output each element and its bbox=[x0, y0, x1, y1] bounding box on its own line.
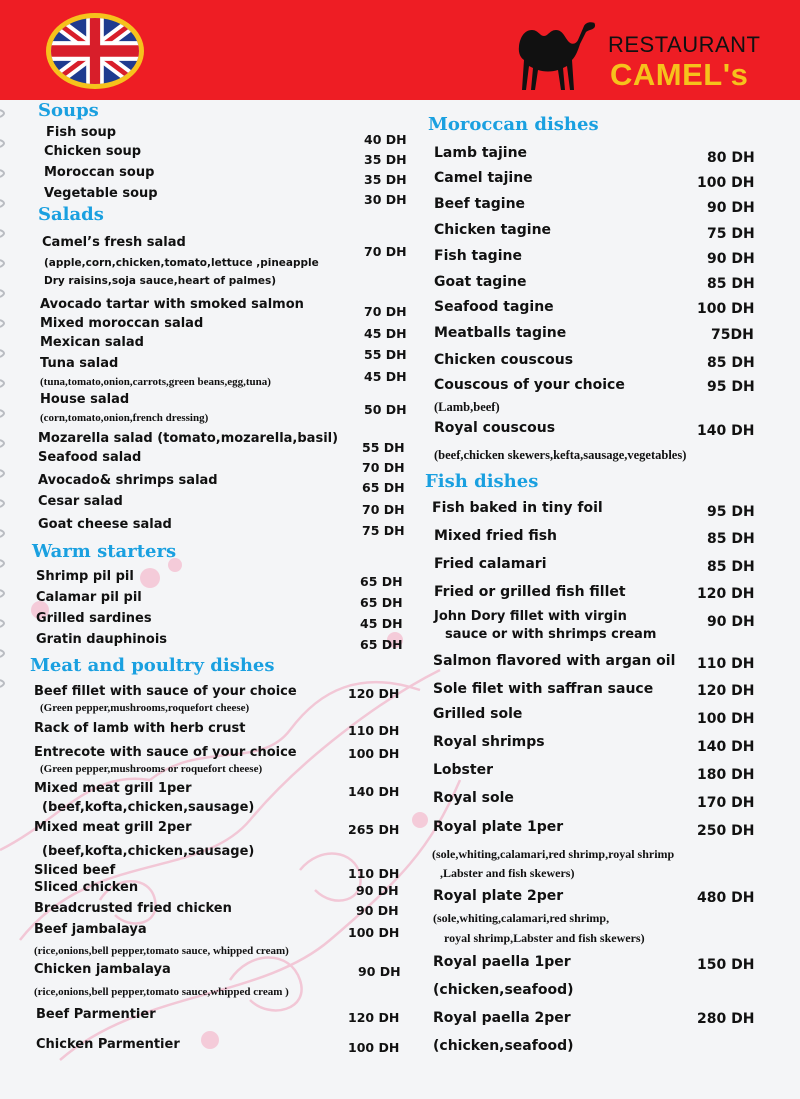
menu-item-name: Goat tagine bbox=[434, 274, 527, 290]
menu-item-name: Moroccan soup bbox=[44, 165, 155, 180]
menu-item-price: 170 DH bbox=[697, 795, 755, 811]
menu-item-price: 120 DH bbox=[697, 586, 755, 602]
menu-item-price: 50 DH bbox=[364, 402, 407, 417]
menu-item-name: Shrimp pil pil bbox=[36, 569, 134, 584]
menu-item-name: Lobster bbox=[433, 762, 493, 778]
menu-item-name: Grilled sardines bbox=[36, 611, 152, 626]
menu-item-price: 100 DH bbox=[348, 925, 400, 940]
menu-item-description: (chicken,seafood) bbox=[433, 982, 574, 998]
menu-item-name: Camel tajine bbox=[434, 170, 533, 186]
menu-item-price: 85 DH bbox=[707, 531, 755, 547]
menu-item-price: 90 DH bbox=[356, 883, 399, 898]
menu-item-price: 65 DH bbox=[360, 574, 403, 589]
menu-item-price: 55 DH bbox=[362, 440, 405, 455]
menu-item-price: 120 DH bbox=[348, 1010, 400, 1025]
menu-item-name: Royal couscous bbox=[434, 420, 556, 436]
menu-item-price: 70 DH bbox=[362, 460, 405, 475]
menu-item-name: Sole filet with saffran sauce bbox=[433, 681, 654, 697]
menu-item-name: Fish tagine bbox=[434, 248, 522, 264]
menu-item-name: Vegetable soup bbox=[44, 186, 158, 201]
menu-item-price: 40 DH bbox=[364, 132, 407, 147]
menu-item-price: 280 DH bbox=[697, 1011, 755, 1027]
menu-item-description: (rice,onions,bell pepper,tomato sauce, whipped cream) bbox=[34, 945, 289, 957]
menu-item-price: 75 DH bbox=[707, 226, 755, 242]
menu-item-name: Chicken jambalaya bbox=[34, 962, 171, 977]
menu-item-name: John Dory fillet with virgin bbox=[434, 609, 627, 624]
menu-item-price: 55 DH bbox=[364, 347, 407, 362]
menu-item-price: 100 DH bbox=[348, 1040, 400, 1055]
menu-item-price: 110 DH bbox=[348, 866, 400, 881]
menu-item-price: 100 DH bbox=[697, 301, 755, 317]
menu-item-price: 150 DH bbox=[697, 957, 755, 973]
menu-item-price: 65 DH bbox=[362, 480, 405, 495]
menu-item-name: Fried calamari bbox=[434, 556, 547, 572]
menu-item-name: Couscous of your choice bbox=[434, 377, 625, 393]
section-title-moroccan-dishes: Moroccan dishes bbox=[428, 114, 599, 135]
menu-item-price: 65 DH bbox=[360, 595, 403, 610]
menu-item-name: Beef tagine bbox=[434, 196, 526, 212]
menu-item-description: (Green pepper,mushrooms,roquefort cheese) bbox=[40, 702, 250, 714]
menu-item-description: Dry raisins,soja sauce,heart of palmes) bbox=[44, 275, 277, 287]
menu-item-description: (Lamb,beef) bbox=[434, 400, 500, 414]
menu-item-name: Royal plate 1per bbox=[433, 819, 564, 835]
menu-item-price: 265 DH bbox=[348, 822, 400, 837]
menu-item-price: 90 DH bbox=[707, 614, 755, 630]
menu-item-price: 250 DH bbox=[697, 823, 755, 839]
menu-item-name: Rack of lamb with herb crust bbox=[34, 721, 246, 736]
menu-item-price: 100 DH bbox=[697, 711, 755, 727]
section-title-fish-dishes: Fish dishes bbox=[425, 471, 539, 492]
menu-item-name: Seafood salad bbox=[38, 450, 142, 465]
menu-item-name: Gratin dauphinois bbox=[36, 632, 168, 647]
menu-item-price: 75DH bbox=[711, 327, 754, 343]
menu-item-price: 90 DH bbox=[707, 251, 755, 267]
restaurant-label: RESTAURANT bbox=[608, 32, 761, 57]
menu-item-price: 70 DH bbox=[362, 502, 405, 517]
menu-item-price: 180 DH bbox=[697, 767, 755, 783]
menu-item-price: 70 DH bbox=[364, 304, 407, 319]
menu-item-name: Meatballs tagine bbox=[434, 325, 567, 341]
menu-item-name: Avocado tartar with smoked salmon bbox=[40, 297, 304, 312]
menu-item-price: 85 DH bbox=[707, 355, 755, 371]
menu-item-price: 70 DH bbox=[364, 244, 407, 259]
menu-item-price: 45 DH bbox=[360, 616, 403, 631]
menu-item-description: (corn,tomato,onion,french dressing) bbox=[40, 412, 209, 424]
menu-item-name: Mixed fried fish bbox=[434, 528, 558, 544]
menu-item-name: Entrecote with sauce of your choice bbox=[34, 745, 297, 760]
menu-item-price: 90 DH bbox=[356, 903, 399, 918]
menu-item-description: royal shrimp,Labster and fish skewers) bbox=[444, 931, 645, 945]
menu-item-description: (rice,onions,bell pepper,tomato sauce,whipped cream ) bbox=[34, 986, 289, 998]
menu-item-name: Beef fillet with sauce of your choice bbox=[34, 684, 297, 699]
menu-item-price: 480 DH bbox=[697, 890, 755, 906]
menu-item-name: House salad bbox=[40, 392, 130, 407]
menu-item-price: 35 DH bbox=[364, 152, 407, 167]
menu-item-name: Breadcrusted fried chicken bbox=[34, 901, 232, 916]
menu-item-description: (beef,kofta,chicken,sausage) bbox=[42, 800, 255, 815]
section-title-soups: Soups bbox=[38, 100, 99, 121]
menu-item-name: Salmon flavored with argan oil bbox=[433, 653, 676, 669]
menu-item-name: Fish baked in tiny foil bbox=[432, 500, 603, 516]
menu-item-price: 85 DH bbox=[707, 559, 755, 575]
menu-item-name: Chicken Parmentier bbox=[36, 1037, 180, 1052]
menu-item-price: 90 DH bbox=[707, 200, 755, 216]
menu-item-price: 95 DH bbox=[707, 504, 755, 520]
menu-item-name: Grilled sole bbox=[433, 706, 523, 722]
menu-item-name: Mozarella salad (tomato,mozarella,basil) bbox=[38, 431, 339, 446]
section-title-warm-starters: Warm starters bbox=[32, 541, 177, 562]
menu-item-name: Royal sole bbox=[433, 790, 514, 806]
menu-item-name: Avocado& shrimps salad bbox=[38, 473, 218, 488]
menu-item-name: Royal plate 2per bbox=[433, 888, 564, 904]
menu-item-name: Royal paella 1per bbox=[433, 954, 571, 970]
menu-item-description: (apple,corn,chicken,tomato,lettuce ,pineapple bbox=[44, 257, 319, 269]
menu-item-price: 80 DH bbox=[707, 150, 755, 166]
menu-item-name: Calamar pil pil bbox=[36, 590, 142, 605]
camel-icon bbox=[512, 14, 604, 92]
menu-item-price: 35 DH bbox=[364, 172, 407, 187]
menu-item-price: 100 DH bbox=[348, 746, 400, 761]
menu-header bbox=[0, 0, 800, 100]
menu-item-name: Beef jambalaya bbox=[34, 922, 147, 937]
menu-item-name: Royal shrimps bbox=[433, 734, 545, 750]
menu-item-name-line2: sauce or with shrimps cream bbox=[445, 627, 657, 642]
uk-flag-icon[interactable] bbox=[46, 13, 144, 89]
menu-item-price: 120 DH bbox=[697, 683, 755, 699]
menu-item-price: 140 DH bbox=[697, 423, 755, 439]
menu-item-name: Lamb tajine bbox=[434, 145, 528, 161]
menu-item-name: Mixed moroccan salad bbox=[40, 316, 204, 331]
restaurant-name: CAMEL's bbox=[610, 57, 749, 92]
menu-item-name: Sliced beef bbox=[34, 863, 116, 878]
menu-item-price: 90 DH bbox=[358, 964, 401, 979]
menu-item-name: Camel’s fresh salad bbox=[42, 235, 186, 250]
section-title-meat-poultry: Meat and poultry dishes bbox=[30, 655, 275, 676]
menu-item-price: 75 DH bbox=[362, 523, 405, 538]
menu-item-price: 110 DH bbox=[348, 723, 400, 738]
menu-item-price: 95 DH bbox=[707, 379, 755, 395]
menu-item-price: 65 DH bbox=[360, 637, 403, 652]
menu-item-description: (beef,chicken skewers,kefta,sausage,vegetables) bbox=[434, 448, 687, 462]
menu-item-name: Beef Parmentier bbox=[36, 1007, 156, 1022]
menu-item-price: 140 DH bbox=[348, 784, 400, 799]
menu-item-description: (Green pepper,mushrooms or roquefort cheese) bbox=[40, 763, 263, 775]
menu-item-name: Chicken tagine bbox=[434, 222, 552, 238]
menu-item-name: Mixed meat grill 1per bbox=[34, 781, 192, 796]
menu-item-price: 85 DH bbox=[707, 276, 755, 292]
menu-item-description: (beef,kofta,chicken,sausage) bbox=[42, 844, 255, 859]
menu-item-name: Mexican salad bbox=[40, 335, 144, 350]
menu-item-description: (chicken,seafood) bbox=[433, 1038, 574, 1054]
menu-item-name: Seafood tagine bbox=[434, 299, 554, 315]
menu-item-price: 110 DH bbox=[697, 656, 755, 672]
menu-item-name: Mixed meat grill 2per bbox=[34, 820, 192, 835]
menu-item-name: Sliced chicken bbox=[34, 880, 139, 895]
menu-item-name: Royal paella 2per bbox=[433, 1010, 571, 1026]
menu-item-name: Fish soup bbox=[46, 125, 117, 140]
menu-item-price: 140 DH bbox=[697, 739, 755, 755]
menu-item-price: 100 DH bbox=[697, 175, 755, 191]
section-title-salads: Salads bbox=[38, 204, 104, 225]
menu-item-name: Cesar salad bbox=[38, 494, 123, 509]
menu-item-name: Chicken couscous bbox=[434, 352, 574, 368]
menu-item-name: Goat cheese salad bbox=[38, 517, 172, 532]
menu-item-price: 30 DH bbox=[364, 192, 407, 207]
menu-item-description: ,Labster and fish skewers) bbox=[440, 866, 575, 880]
menu-item-price: 120 DH bbox=[348, 686, 400, 701]
menu-item-price: 45 DH bbox=[364, 369, 407, 384]
menu-item-name: Fried or grilled fish fillet bbox=[434, 584, 626, 600]
menu-item-price: 45 DH bbox=[364, 326, 407, 341]
menu-item-name: Chicken soup bbox=[44, 144, 142, 159]
menu-item-description: (sole,whiting,calamari,red shrimp, bbox=[433, 911, 610, 925]
menu-item-name: Tuna salad bbox=[40, 356, 119, 371]
menu-item-description: (tuna,tomato,onion,carrots,green beans,egg,tuna) bbox=[40, 376, 271, 388]
menu-item-description: (sole,whiting,calamari,red shrimp,royal shrimp bbox=[432, 847, 675, 861]
